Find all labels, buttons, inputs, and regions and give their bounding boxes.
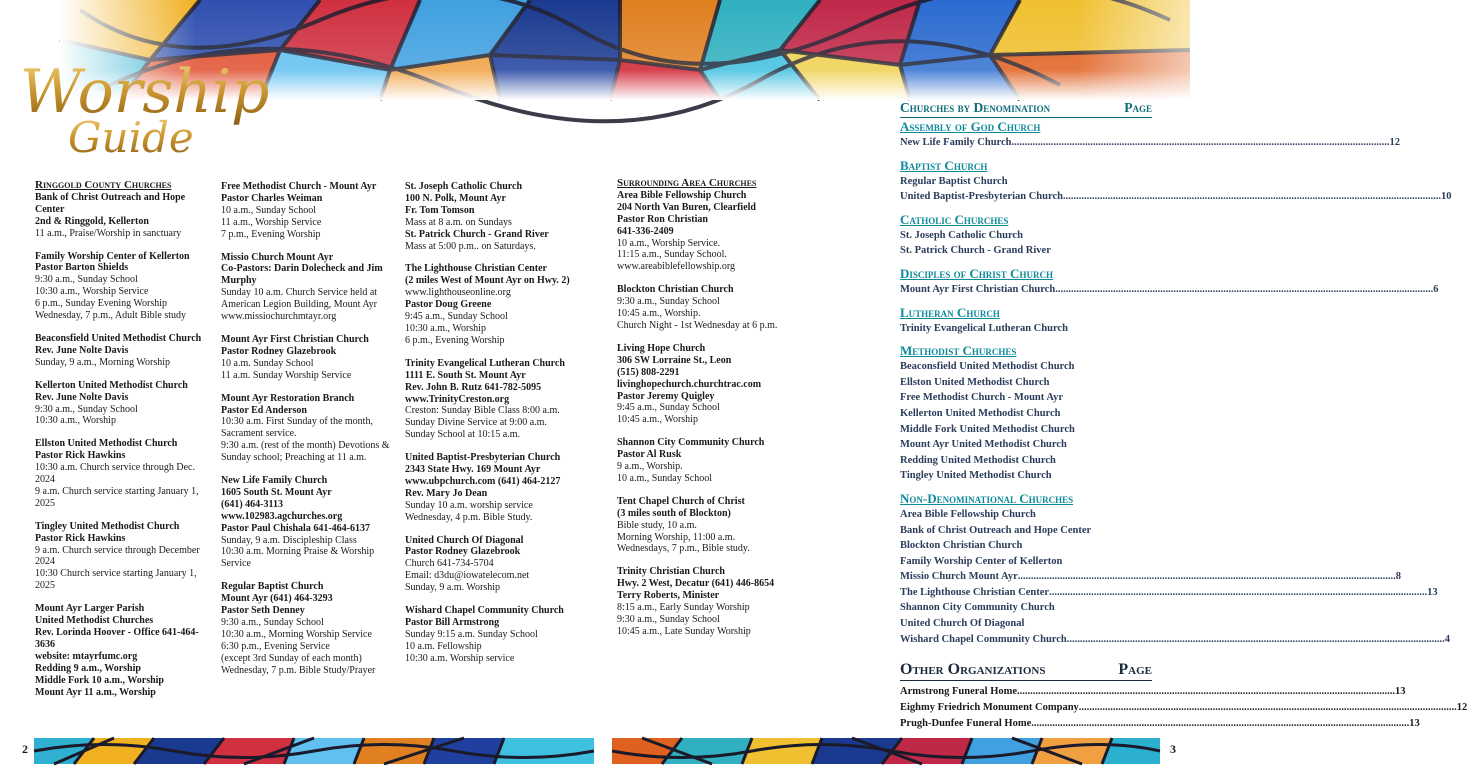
church-detail-bold: Rev. Mary Jo Dean <box>405 487 488 499</box>
logo-word-guide: Guide <box>68 113 194 162</box>
church-detail-bold: The Lighthouse Christian Center <box>405 263 547 275</box>
organization-row <box>900 716 1420 732</box>
index-church-name: Wishard Chapel Community Church <box>900 633 1067 645</box>
section-title: Surrounding Area Churches <box>617 177 757 189</box>
church-detail-bold: Missio Church Mount Ayr <box>221 251 334 263</box>
index-church-name: Missio Church Mount Ayr <box>900 571 1018 583</box>
denomination-heading: Lutheran Church <box>900 304 1000 320</box>
index-church-name: Ellston United Methodist Church <box>900 376 1050 388</box>
church-schedule-line: Morning Worship, 11:00 a.m. <box>617 531 736 543</box>
church-detail-bold: Living Hope Church <box>617 342 706 354</box>
index-church-row <box>900 569 1401 585</box>
dot-leader <box>1055 282 1433 298</box>
church-listing <box>35 192 211 240</box>
church-listing <box>221 181 391 241</box>
church-schedule-line: 9:45 a.m., Sunday School <box>617 402 720 414</box>
index-page-number: 13 <box>1427 586 1438 598</box>
church-listing <box>35 251 211 322</box>
church-schedule-line: Sunday 10 a.m. worship service <box>405 499 533 511</box>
section-title: Ringgold County Churches <box>35 179 172 191</box>
church-schedule-line: 9:30 a.m., Sunday School <box>35 274 138 286</box>
index-church-name: The Lighthouse Christian Center <box>900 586 1050 598</box>
dot-leader <box>1067 632 1445 648</box>
church-listing <box>405 358 581 441</box>
index-church-row <box>900 174 1152 190</box>
dot-leader <box>1018 569 1396 585</box>
church-detail-bold: (641) 464-3113 <box>221 498 283 510</box>
church-detail-bold: Pastor Rick Hawkins <box>35 450 126 462</box>
organization-page-number: 13 <box>1395 686 1406 698</box>
church-detail-bold: (515) 808-2291 <box>617 366 680 378</box>
church-schedule-line: 9:45 a.m., Sunday School <box>405 311 508 323</box>
church-detail-bold: (2 miles West of Mount Ayr on Hwy. 2) <box>405 275 570 287</box>
denomination-index <box>900 100 1467 732</box>
church-detail-bold: Blockton Christian Church <box>617 284 734 296</box>
church-detail-bold: New Life Family Church <box>221 475 328 487</box>
church-schedule-line: 6:30 p.m., Evening Service <box>221 640 330 652</box>
index-church-name: Trinity Evangelical Lutheran Church <box>900 322 1068 334</box>
bottom-right-glass-svg <box>612 738 1160 764</box>
church-detail-bold: Fr. Tom Tomson <box>405 204 475 216</box>
church-schedule-line: 10 a.m., Worship Service. <box>617 237 721 249</box>
church-detail-bold: Mount Ayr Larger Parish <box>35 603 145 615</box>
church-detail-bold: St. Joseph Catholic Church <box>405 181 523 192</box>
church-schedule-line: Creston: Sunday Bible Class 8:00 a.m. <box>405 405 560 417</box>
church-schedule-line: 10:30 a.m. Church service through Dec. 2024 <box>35 462 195 486</box>
index-church-name: Mount Ayr United Methodist Church <box>900 439 1067 451</box>
church-schedule-line: 10:30 a.m., Worship <box>35 415 116 427</box>
church-listing <box>617 190 797 273</box>
index-church-row <box>900 632 1451 648</box>
church-schedule-line: www.areabiblefellowship.org <box>617 261 736 273</box>
dot-leader <box>1049 585 1427 601</box>
church-schedule-line: 10:30 a.m., Morning Worship Service <box>221 628 372 640</box>
church-detail-bold: Terry Roberts, Minister <box>617 590 720 602</box>
index-church-row <box>900 390 1152 406</box>
church-detail-bold: (3 miles south of Blockton) <box>617 507 731 519</box>
church-detail-bold: Family Worship Center of Kellerton <box>35 250 190 262</box>
church-schedule-line: www.missiochurchmtayr.org <box>221 311 337 323</box>
index-church-row <box>900 359 1152 375</box>
index-church-row <box>900 507 1152 523</box>
index-church-row <box>900 282 1439 298</box>
church-schedule-line: 6 p.m., Evening Worship <box>405 334 505 346</box>
index-church-row <box>900 453 1152 469</box>
church-detail-bold: Regular Baptist Church <box>221 581 324 593</box>
index-church-name: United Church Of Diagonal <box>900 618 1025 630</box>
organization-name: Prugh-Dunfee Funeral Home <box>900 718 1032 730</box>
organization-page-number: 13 <box>1409 718 1420 730</box>
index-church-row <box>900 554 1152 570</box>
denomination-list <box>900 118 1452 647</box>
church-schedule-line: Sunday, 9 a.m., Morning Worship <box>35 356 171 368</box>
church-detail-bold: Shannon City Community Church <box>617 437 765 449</box>
index-church-name: Family Worship Center of Kellerton <box>900 555 1063 567</box>
organization-row <box>900 684 1406 700</box>
church-schedule-line: Wednesday, 7 p.m. Bible Study/Prayer <box>221 664 376 676</box>
church-listing <box>405 263 581 346</box>
index-church-row <box>900 437 1152 453</box>
church-listing <box>35 438 211 509</box>
index-church-name: Bank of Christ Outreach and Hope Center <box>900 524 1092 536</box>
church-detail-bold: Beaconsfield United Methodist Church <box>35 332 202 344</box>
denomination-heading: Assembly of God Church <box>900 119 1041 134</box>
church-schedule-line: Church 641-734-5704 <box>405 558 494 570</box>
worship-guide-logo <box>12 40 270 170</box>
church-detail-bold: livinghopechurch.churchtrac.com <box>617 378 762 390</box>
church-detail-bold: Pastor Charles Weiman <box>221 192 323 204</box>
index-church-row <box>900 422 1152 438</box>
church-listing <box>35 603 211 698</box>
church-schedule-line: 10:30 Church service starting January 1, 2025 <box>35 568 197 592</box>
church-detail-bold: Pastor Al Rusk <box>617 449 682 461</box>
index-header-page: Page <box>1124 100 1152 115</box>
church-detail-bold: United Methodist Churches <box>35 615 154 627</box>
church-listing <box>405 181 581 252</box>
other-header-title: Other Organizations <box>900 661 1046 679</box>
index-church-name: Regular Baptist Church <box>900 175 1008 187</box>
church-schedule-line: 11 a.m., Worship Service <box>221 216 322 228</box>
organization-name: Eighmy Friedrich Monument Company <box>900 702 1079 714</box>
index-church-row <box>900 538 1152 554</box>
church-schedule-line: 9:30 a.m., Sunday School <box>617 614 720 625</box>
index-church-row <box>900 321 1152 337</box>
index-page-number: 4 <box>1444 633 1451 645</box>
church-detail-bold: Pastor Jeremy Quigley <box>617 390 715 402</box>
church-schedule-line: Mass at 8 a.m. on Sundays <box>405 216 512 228</box>
church-listing <box>617 284 797 332</box>
church-schedule-line: 9 a.m. Church service starting January 1, 2025 <box>35 485 199 509</box>
index-church-name: Middle Fork United Methodist Church <box>900 423 1075 435</box>
church-detail-bold: Pastor Bill Armstrong <box>405 617 500 628</box>
church-schedule-line: 10:30 a.m., Worship <box>405 322 486 334</box>
church-detail-bold: Pastor Doug Greene <box>405 299 492 311</box>
index-page-number: 10 <box>1440 191 1452 203</box>
denomination-heading: Baptist Church <box>900 157 988 173</box>
bottom-left-glass-svg <box>34 738 594 764</box>
church-schedule-line: Sunday, 9 a.m. Worship <box>405 582 501 594</box>
church-detail-bold: www.TrinityCreston.org <box>405 393 510 405</box>
church-schedule-line: Email: d3du@iowatelecom.net <box>405 570 530 582</box>
church-detail-bold: 1111 E. South St. Mount Ayr <box>405 369 526 381</box>
church-listing <box>35 521 211 592</box>
church-schedule-line: Wednesday, 7 p.m., Adult Bible study <box>35 310 187 322</box>
index-church-name: Kellerton United Methodist Church <box>900 407 1061 419</box>
church-detail-bold: Tent Chapel Church of Christ <box>617 495 745 507</box>
stained-glass-bottom-left <box>34 738 594 764</box>
church-schedule-line: Sunday 9:15 a.m. Sunday School <box>405 628 538 640</box>
index-page-number: 12 <box>1389 137 1401 148</box>
index-church-row <box>900 600 1152 616</box>
organization-row <box>900 700 1467 716</box>
church-detail-bold: Mount Ayr 11 a.m., Worship <box>35 686 156 698</box>
church-detail-bold: Pastor Rodney Glazebrook <box>221 345 337 357</box>
denomination-heading: Catholic Churches <box>900 211 1009 227</box>
church-schedule-line: 10 a.m. Fellowship <box>405 640 482 652</box>
ringgold-county-column <box>35 180 211 709</box>
church-schedule-line: www.lighthouseonline.org <box>405 287 511 299</box>
church-detail-bold: Pastor Rodney Glazebrook <box>405 546 521 558</box>
index-church-row <box>900 135 1401 151</box>
church-schedule-line: Sunday 10 a.m. Church Service held at American Legion Building, Mount Ayr <box>221 287 378 311</box>
index-church-row <box>900 375 1152 391</box>
church-detail-bold: Free Methodist Church - Mount Ayr <box>221 181 377 192</box>
index-church-name: St. Patrick Church - Grand River <box>900 245 1051 257</box>
church-schedule-line: 9:30 a.m. (rest of the month) Devotions & Sunday school; Preaching at 11 a.m. <box>221 440 390 464</box>
index-church-row <box>900 523 1152 539</box>
church-detail-bold: Rev. John B. Rutz 641-782-5095 <box>405 381 542 393</box>
church-schedule-line: 11 a.m. Sunday Worship Service <box>221 369 352 381</box>
church-listing <box>405 452 581 523</box>
denomination-index-header <box>900 100 1152 118</box>
page-number-left: 2 <box>22 742 28 756</box>
church-listing <box>35 380 211 428</box>
church-listing <box>221 393 391 464</box>
index-church-row <box>900 243 1152 259</box>
church-listing <box>617 496 797 556</box>
index-church-row <box>900 189 1452 205</box>
page-number-right: 3 <box>1170 742 1176 756</box>
index-church-name: Beaconsfield United Methodist Church <box>900 361 1075 373</box>
church-schedule-line: 9:30 a.m., Sunday School <box>35 403 138 415</box>
denomination-heading: Non-Denominational Churches <box>900 490 1074 506</box>
logo-svg <box>12 40 270 170</box>
church-detail-bold: Trinity Christian Church <box>617 566 725 578</box>
index-church-row <box>900 228 1152 244</box>
church-schedule-line: 7 p.m., Evening Worship <box>221 228 321 240</box>
index-church-name: St. Joseph Catholic Church <box>900 229 1023 241</box>
church-detail-bold: 306 SW Lorraine St., Leon <box>617 354 732 366</box>
church-schedule-line: Sunday School at 10:15 a.m. <box>405 429 520 441</box>
church-schedule-line: 9 a.m., Worship. <box>617 461 683 473</box>
church-listing <box>35 333 211 369</box>
church-detail-bold: www.102983.agchurches.org <box>221 510 343 522</box>
church-schedule-line: 10:30 a.m. First Sunday of the month, Sacrament service. <box>221 416 373 440</box>
index-church-row <box>900 616 1152 632</box>
church-schedule-line: (except 3rd Sunday of each month) <box>221 652 362 664</box>
church-detail-bold: Pastor Paul Chishala 641-464-6137 <box>221 522 370 534</box>
denomination-heading: Methodist Churches <box>900 343 1017 359</box>
church-schedule-line: 10:45 a.m., Late Sunday Worship <box>617 625 751 637</box>
church-detail-bold: Redding 9 a.m., Worship <box>35 662 141 674</box>
church-schedule-line: 10:45 a.m., Worship. <box>617 308 701 320</box>
organization-name: Armstrong Funeral Home <box>900 686 1018 698</box>
church-listing <box>221 252 391 323</box>
church-detail-bold: Pastor Rick Hawkins <box>35 532 126 544</box>
church-schedule-line: 10:30 a.m. Worship service <box>405 652 515 664</box>
dot-leader <box>1031 716 1409 732</box>
church-schedule-line: Sunday, 9 a.m. Discipleship Class <box>221 534 357 546</box>
index-church-name: Free Methodist Church - Mount Ayr <box>900 392 1064 404</box>
church-detail-bold: Ellston United Methodist Church <box>35 438 178 450</box>
index-page-number: 6 <box>1433 283 1439 295</box>
church-detail-bold: Pastor Barton Shields <box>35 262 129 274</box>
church-detail-bold: 2343 State Hwy. 169 Mount Ayr <box>405 464 541 476</box>
index-church-name: Area Bible Fellowship Church <box>900 508 1036 520</box>
church-listing <box>221 581 391 676</box>
church-schedule-line: 10 a.m., Sunday School <box>617 472 712 484</box>
index-header-title: Churches by Denomination <box>900 100 1051 115</box>
index-page-number: 8 <box>1395 571 1401 583</box>
logo-word-worship: Worship <box>20 57 270 127</box>
organization-list <box>900 684 1467 732</box>
church-schedule-line: 8:15 a.m., Early Sunday Worship <box>617 602 750 614</box>
column-three <box>405 181 581 676</box>
church-schedule-line: 11 a.m., Praise/Worship in sanctuary <box>35 227 182 239</box>
denomination-heading: Disciples of Christ Church <box>900 265 1053 281</box>
stained-glass-bottom-right <box>612 738 1160 764</box>
index-church-name: Mount Ayr First Christian Church <box>900 283 1056 295</box>
church-detail-bold: Co-Pastors: Darin Dolecheck and Jim Murphy <box>221 263 383 287</box>
church-detail-bold: Pastor Ed Anderson <box>221 404 307 416</box>
church-listing <box>221 334 391 382</box>
church-detail-bold: Trinity Evangelical Lutheran Church <box>405 357 565 369</box>
church-detail-bold: Rev. June Nolte Davis <box>35 391 129 403</box>
church-detail-bold: Pastor Seth Denney <box>221 605 305 617</box>
church-detail-bold: 1605 South St. Mount Ayr <box>221 486 332 498</box>
index-church-name: Redding United Methodist Church <box>900 454 1056 466</box>
dot-leader <box>1079 700 1457 716</box>
church-schedule-line: Church Night - 1st Wednesday at 6 p.m. <box>617 319 778 331</box>
column-two <box>221 181 391 688</box>
church-schedule-line: 6 p.m., Sunday Evening Worship <box>35 298 168 310</box>
dot-leader <box>1017 684 1395 700</box>
church-detail-bold: www.ubpchurch.com (641) 464-2127 <box>405 475 561 487</box>
church-detail-bold: Area Bible Fellowship Church <box>617 189 747 201</box>
church-schedule-line: Sunday Divine Service at 9:00 a.m. <box>405 417 547 429</box>
church-detail-bold: United Baptist-Presbyterian Church <box>405 452 561 464</box>
church-detail-bold: 2nd & Ringgold, Kellerton <box>35 215 149 227</box>
index-church-row <box>900 585 1438 601</box>
church-schedule-line: 11:15 a.m., Sunday School. <box>617 249 727 261</box>
church-schedule-line: 10:30 a.m., Worship Service <box>35 286 149 298</box>
church-listing <box>405 535 581 595</box>
church-detail-bold: Bank of Christ Outreach and Hope Center <box>35 191 186 215</box>
church-listing <box>617 566 797 637</box>
church-listing <box>617 437 797 485</box>
index-church-name: Tingley United Methodist Church <box>900 470 1052 482</box>
church-detail-bold: Middle Fork 10 a.m., Worship <box>35 674 164 686</box>
church-listing <box>221 475 391 570</box>
surrounding-area-column <box>617 178 797 649</box>
church-schedule-line: Mass at 5:00 p.m.. on Saturdays. <box>405 240 536 252</box>
index-church-row <box>900 468 1152 484</box>
church-schedule-line: 9:30 a.m., Sunday School <box>617 296 720 308</box>
church-detail-bold: website: mtayrfumc.org <box>35 650 138 662</box>
church-schedule-line: 10:30 a.m. Morning Praise & Worship Service <box>221 546 375 570</box>
church-detail-bold: St. Patrick Church - Grand River <box>405 228 549 240</box>
organization-page-number: 12 <box>1456 702 1467 714</box>
church-schedule-line: 9 a.m. Church service through December 2024 <box>35 544 200 568</box>
index-church-name: Shannon City Community Church <box>900 602 1055 614</box>
church-detail-bold: 641-336-2409 <box>617 225 674 237</box>
dot-leader <box>1012 135 1390 151</box>
other-header-page: Page <box>1118 661 1152 679</box>
church-listing <box>617 343 797 426</box>
church-detail-bold: Kellerton United Methodist Church <box>35 379 188 391</box>
church-schedule-line: Wednesdays, 7 p.m., Bible study. <box>617 543 750 555</box>
church-schedule-line: 9:30 a.m., Sunday School <box>221 617 324 628</box>
index-church-name: United Baptist-Presbyterian Church <box>900 191 1063 203</box>
church-detail-bold: Mount Ayr (641) 464-3293 <box>221 593 333 605</box>
church-schedule-line: 10:45 a.m., Worship <box>617 414 698 426</box>
dot-leader <box>1063 189 1441 205</box>
church-detail-bold: Mount Ayr First Christian Church <box>221 333 369 345</box>
index-church-row <box>900 406 1152 422</box>
church-detail-bold: 100 N. Polk, Mount Ayr <box>405 192 506 204</box>
church-schedule-line: 10 a.m. Sunday School <box>221 357 314 369</box>
church-schedule-line: 10 a.m., Sunday School <box>221 204 316 216</box>
church-listing <box>405 605 581 665</box>
church-detail-bold: Mount Ayr Restoration Branch <box>221 392 355 404</box>
church-detail-bold: United Church Of Diagonal <box>405 534 524 546</box>
index-church-name: New Life Family Church <box>900 137 1012 148</box>
church-detail-bold: 204 North Van Buren, Clearfield <box>617 201 756 213</box>
other-organizations-header <box>900 661 1152 681</box>
index-church-name: Blockton Christian Church <box>900 540 1023 552</box>
church-detail-bold: Tingley United Methodist Church <box>35 520 180 532</box>
church-detail-bold: Wishard Chapel Community Church <box>405 605 564 617</box>
church-schedule-line: Bible study, 10 a.m. <box>617 519 697 531</box>
church-detail-bold: Pastor Ron Christian <box>617 213 708 225</box>
church-schedule-line: Wednesday, 4 p.m. Bible Study. <box>405 511 533 523</box>
church-detail-bold: Rev. June Nolte Davis <box>35 344 129 356</box>
church-detail-bold: Hwy. 2 West, Decatur (641) 446-8654 <box>617 578 775 590</box>
church-detail-bold: Rev. Lorinda Hoover - Office 641-464-3636 <box>35 627 199 650</box>
